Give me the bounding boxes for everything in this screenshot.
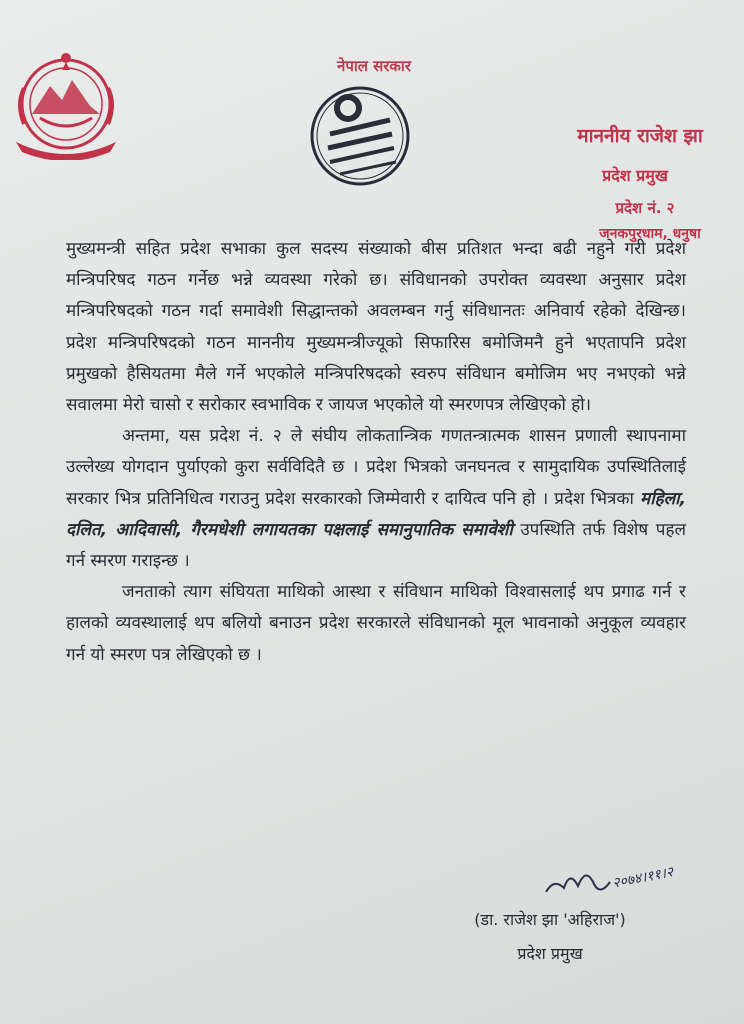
signer-title: प्रदेश प्रमुख [517, 944, 583, 963]
signer-name: (डा. राजेश झा 'अहिराज') [474, 910, 626, 929]
addressee-location: जनकपुरधाम, धनुषा [599, 226, 701, 242]
seal-title: नेपाल सरकार [337, 57, 411, 75]
signer-block [440, 908, 660, 964]
addressee-name: माननीय राजेश झा [577, 125, 703, 147]
addressee-province: प्रदेश नं. २ [615, 199, 675, 217]
paragraph-1: मुख्यमन्त्री सहित प्रदेश सभाका कुल सदस्य संख्याको बीस प्रतिशत भन्दा बढी नहुने गरी प्रदेश मन्त्रिपरिषद गठन गर्नेछ भन्ने व्यवस्था गरेको छ। संविधानको उपरोक्त व्यवस्था अनुसार प्रदेश मन्त्रिपरिषदको गठन गर्दा समावेशी सिद्धान्तको अवलम्बन गर्नु संविधानतः अनिवार्य रहेको देखिन्छ। प्रदेश मन्त्रिपरिषदको गठन माननीय मुख्यमन्त्रीज्यूको सिफारिस बमोजिमनै हुने भएतापनि प्रदेश प्रमुखको हैसियतमा मैले गर्ने भएकोले मन्त्रिपरिषदको स्वरुप संविधान बमोजिम भए नभएको भन्ने सवालमा मेरो चासो र सरोकार स्वभाविक र जायज भएकोले यो स्मरणपत्र लेखिएको हो। [66, 239, 686, 416]
official-stamp-icon [300, 74, 420, 194]
emphasis-text: महिला, दलित, आदिवासी, गैरमधेशी लगायतका पक्षलाई समानुपातिक समावेशी [66, 488, 687, 540]
letter-body [66, 234, 686, 671]
addressee-title: प्रदेश प्रमुख [602, 166, 668, 185]
paragraph-2 [66, 421, 686, 577]
paragraph-2-text: अन्तमा, यस प्रदेश नं. २ ले संघीय लोकतान्त्रिक गणतन्त्रात्मक शासन प्रणाली स्थापनामा उल्लेख्य योगदान पुर्याएको कुरा सर्वविदितै छ । प्रदेश भित्रको जनघनत्व र सामुदायिक उपस्थितिलाई सरकार भित्र प्रतिनिधित्व गराउनु प्रदेश सरकारको जिम्मेवारी र दायित्व पनि हो । प्रदेश भित्रका [66, 426, 686, 509]
paragraph-3: जनताको त्याग संघियता माथिको आस्था र संविधान माथिको विश्वासलाई थप प्रगाढ गर्न र हालको व्यवस्थालाई थप बलियो बनाउन प्रदेश सरकारले संविधानको मूल भावनाको अनुकूल व्यवहार गर्न यो स्मरण पत्र लेखिएको छ । [66, 582, 686, 665]
paragraph-2-end: उपस्थिति तर्फ विशेष पहल गर्न स्मरण गराइन्छ । [66, 519, 687, 572]
nepal-emblem-icon [10, 48, 122, 160]
addressee-block [540, 122, 740, 243]
signature-date: २०७४।११।२ [611, 864, 675, 892]
